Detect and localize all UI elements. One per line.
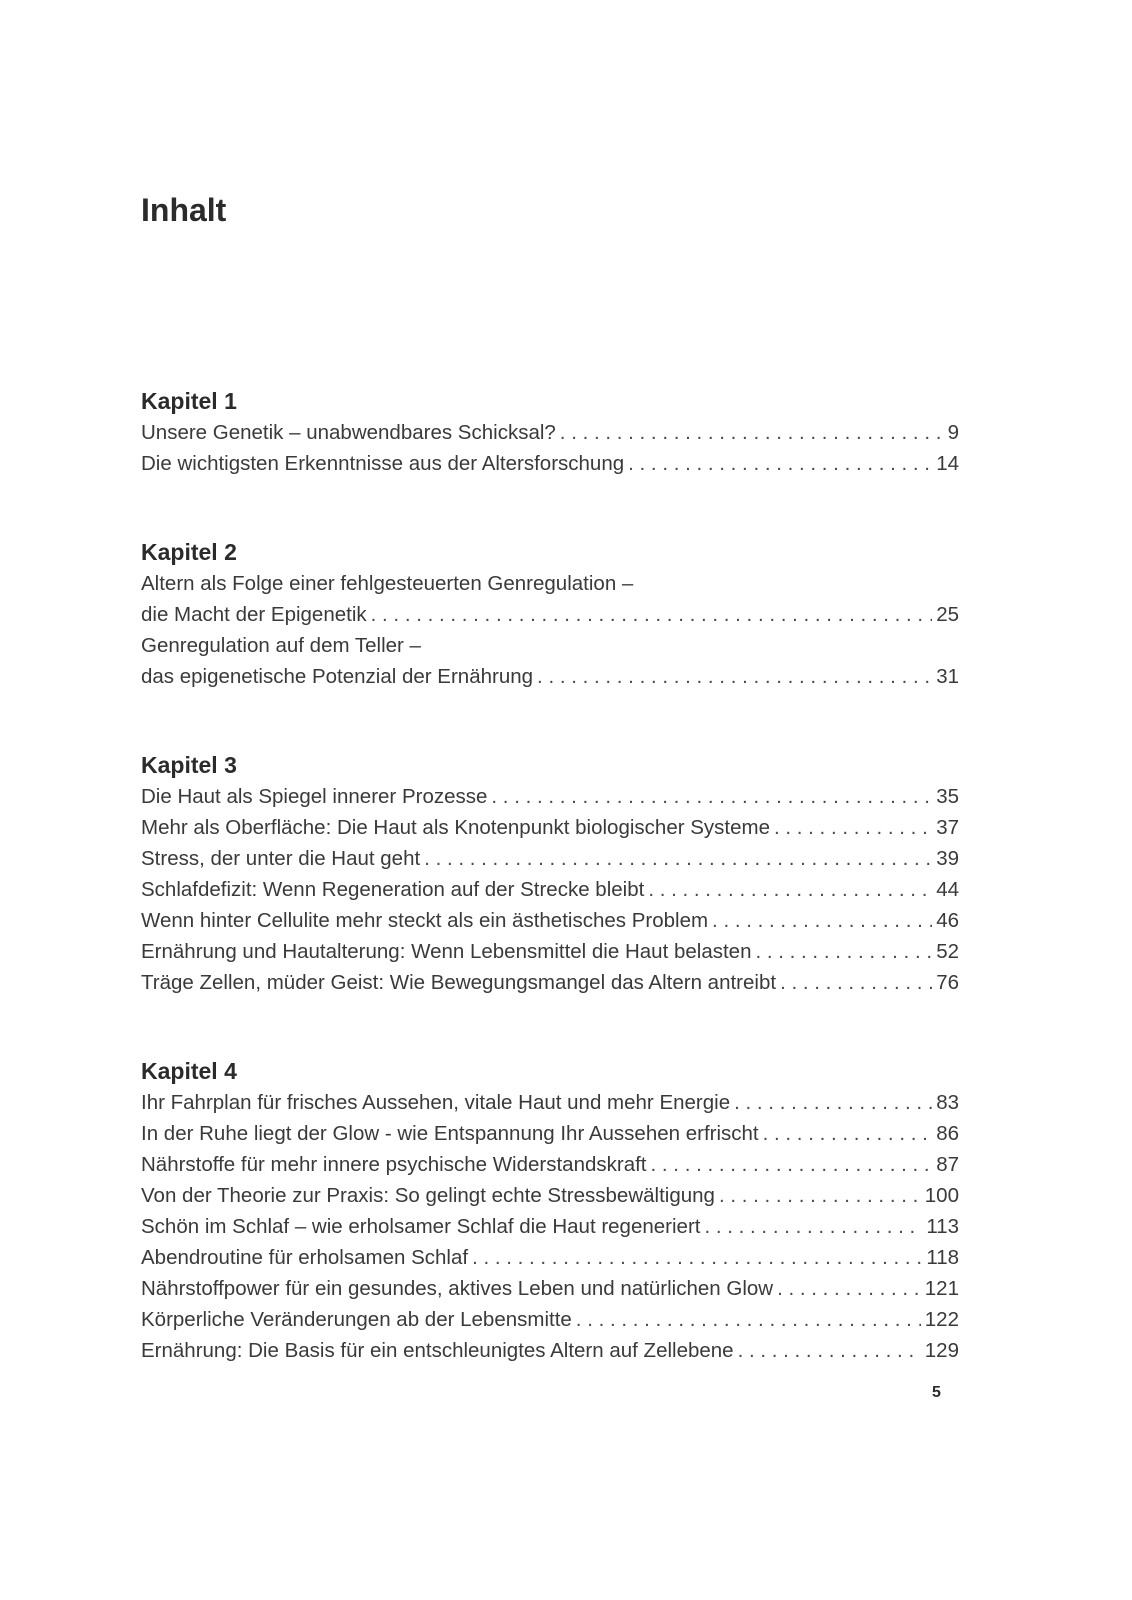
toc-entry[interactable] (141, 843, 959, 874)
toc-entry-title: Die Haut als Spiegel innerer Prozesse (141, 785, 488, 808)
toc-entry-page: 83 (936, 1091, 959, 1114)
toc-entry[interactable] (141, 1118, 959, 1149)
dot-leader (576, 1304, 921, 1335)
toc-entry[interactable] (141, 781, 959, 812)
toc-entry-page: 118 (926, 1246, 959, 1269)
dot-leader (537, 661, 932, 692)
dot-leader (763, 1118, 933, 1149)
chapter-heading: Kapitel 4 (141, 1058, 237, 1084)
toc-entry-page: 76 (936, 971, 959, 994)
toc-entry-page: 9 (947, 421, 959, 444)
toc-entry-page: 86 (936, 1122, 959, 1145)
toc-entry[interactable] (141, 812, 959, 843)
dot-leader (777, 1273, 921, 1304)
toc-entry-page: 31 (936, 665, 959, 688)
dot-leader (651, 1149, 933, 1180)
dot-leader (755, 936, 932, 967)
toc-entry[interactable] (141, 599, 959, 630)
toc-entry-page: 25 (936, 603, 959, 626)
toc-entry-page: 52 (936, 940, 959, 963)
dot-leader (628, 448, 932, 479)
chapter-section (141, 750, 959, 998)
toc-entry-page: 14 (936, 452, 959, 475)
dot-leader (774, 812, 932, 843)
toc-entry-title: Ernährung: Die Basis für ein entschleunigtes Altern auf Zellebene (141, 1339, 734, 1362)
chapter-heading: Kapitel 2 (141, 539, 237, 565)
toc-entry-page: 113 (926, 1215, 959, 1238)
toc-entry[interactable] (141, 448, 959, 479)
toc-entry-page: 37 (936, 816, 959, 839)
toc-entry-page: 46 (936, 909, 959, 932)
dot-leader (719, 1180, 921, 1211)
dot-leader (712, 905, 932, 936)
toc-entry-page: 122 (924, 1308, 959, 1331)
toc-entry[interactable] (141, 1242, 959, 1273)
dot-leader (734, 1087, 932, 1118)
toc-entry[interactable] (141, 905, 959, 936)
toc-entry[interactable] (141, 1180, 959, 1211)
toc-entry[interactable] (141, 417, 959, 448)
toc-entry-title: Ihr Fahrplan für frisches Aussehen, vitale Haut und mehr Energie (141, 1091, 731, 1114)
page-number: 5 (932, 1384, 941, 1401)
toc-entry-title: Stress, der unter die Haut geht (141, 847, 421, 870)
chapter-section (141, 1056, 959, 1366)
toc-entry[interactable] (141, 1335, 959, 1366)
toc-entry-title: Abendroutine für erholsamen Schlaf (141, 1246, 469, 1269)
dot-leader (424, 843, 932, 874)
toc-entry-title: Schön im Schlaf – wie erholsamer Schlaf die Haut regeneriert (141, 1215, 701, 1238)
toc-entry[interactable] (141, 1273, 959, 1304)
toc-entry[interactable] (141, 1087, 959, 1118)
dot-leader (472, 1242, 922, 1273)
page-title: Inhalt (141, 192, 227, 228)
toc-entry-title: Nährstoffpower für ein gesundes, aktives Leben und natürlichen Glow (141, 1277, 774, 1300)
toc-entry[interactable] (141, 936, 959, 967)
dot-leader (491, 781, 932, 812)
chapter-section (141, 386, 959, 479)
toc-entry-title: Nährstoffe für mehr innere psychische Widerstandskraft (141, 1153, 647, 1176)
dot-leader (560, 417, 944, 448)
toc-entry-page: 129 (924, 1339, 959, 1362)
chapter-heading: Kapitel 3 (141, 752, 237, 778)
dot-leader (648, 874, 932, 905)
toc-entry[interactable] (141, 1211, 959, 1242)
toc-entry-page: 100 (924, 1184, 959, 1207)
toc-entry-title: Ernährung und Hautalterung: Wenn Lebensmittel die Haut belasten (141, 940, 752, 963)
toc-entry[interactable] (141, 1149, 959, 1180)
dot-leader (704, 1211, 922, 1242)
toc-entry[interactable] (141, 967, 959, 998)
toc-entry-line: Altern als Folge einer fehlgesteuerten Genregulation – (141, 572, 634, 595)
toc-entry-page: 87 (936, 1153, 959, 1176)
toc-entry[interactable] (141, 661, 959, 692)
table-of-contents (141, 386, 959, 1366)
toc-entry-title: In der Ruhe liegt der Glow - wie Entspannung Ihr Aussehen erfrischt (141, 1122, 759, 1145)
toc-entry-page: 35 (936, 785, 959, 808)
dot-leader (780, 967, 932, 998)
toc-entry-title: Körperliche Veränderungen ab der Lebensmitte (141, 1308, 572, 1331)
toc-entry-title: Unsere Genetik – unabwendbares Schicksal? (141, 421, 556, 444)
toc-entry[interactable] (141, 1304, 959, 1335)
toc-entry-title: Die wichtigsten Erkenntnisse aus der Altersforschung (141, 452, 625, 475)
chapter-section (141, 537, 959, 692)
toc-entry-title: Mehr als Oberfläche: Die Haut als Knotenpunkt biologischer Systeme (141, 816, 770, 839)
toc-entry-title: Schlafdefizit: Wenn Regeneration auf der Strecke bleibt (141, 878, 645, 901)
toc-entry-title: Träge Zellen, müder Geist: Wie Bewegungsmangel das Altern antreibt (141, 971, 777, 994)
toc-entry-title: das epigenetische Potenzial der Ernährung (141, 665, 534, 688)
dot-leader (738, 1335, 921, 1366)
toc-entry[interactable] (141, 874, 959, 905)
toc-entry-title: Wenn hinter Cellulite mehr steckt als ein ästhetisches Problem (141, 909, 709, 932)
dot-leader (371, 599, 933, 630)
chapter-heading: Kapitel 1 (141, 388, 237, 414)
toc-entry-page: 121 (924, 1277, 959, 1300)
toc-entry-title: Von der Theorie zur Praxis: So gelingt echte Stressbewältigung (141, 1184, 715, 1207)
toc-entry-title: die Macht der Epigenetik (141, 603, 367, 626)
toc-entry-page: 44 (936, 878, 959, 901)
toc-entry-line: Genregulation auf dem Teller – (141, 634, 421, 657)
toc-entry-page: 39 (936, 847, 959, 870)
